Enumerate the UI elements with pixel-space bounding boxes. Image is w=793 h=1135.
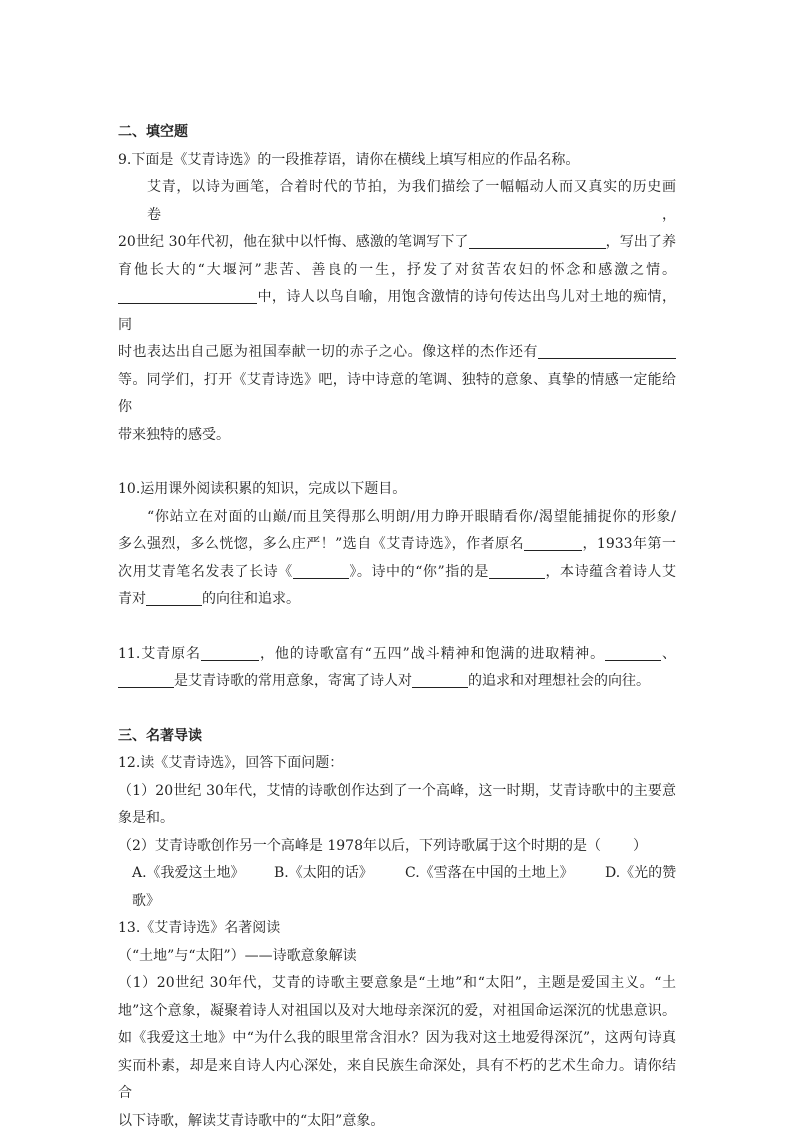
q13-line-4 — [118, 1053, 676, 1108]
q13-stem: 13.《艾青诗选》名著阅读 — [118, 915, 676, 943]
q9-text: 艾青，以诗为画笔，合着时代的节拍，为我们描绘了一幅幅动人而又真实的历史画卷， — [147, 179, 676, 223]
spacer — [118, 449, 676, 476]
q9-line-6 — [118, 367, 676, 422]
q12-option-d-wrap: 歌》 — [118, 888, 676, 916]
q9-text: 育他长大的“大堰河”悲苦、善良的一生，抒发了对贫苦农妇的怀念和感激之情。 — [118, 262, 676, 278]
q13-subtitle: （“土地”与“太阳”）——诗歌意象解读 — [118, 943, 676, 971]
q10-text: 青对 — [118, 591, 146, 607]
answer-blank[interactable] — [605, 644, 661, 661]
q9-line-2 — [118, 229, 676, 257]
q10-text: ，本诗蕴含着诗人艾 — [545, 564, 676, 580]
answer-blank[interactable] — [412, 671, 468, 688]
q13-text: （1）20世纪 30年代，艾青的诗歌主要意象是“土地”和“太阳”，主题是爱国主义。“土 — [118, 975, 676, 991]
q13-line-2 — [118, 998, 676, 1026]
q11-text: ，他的诗歌富有“五四”战斗精神和饱满的进取精神。 — [259, 646, 605, 662]
q9-line-4 — [118, 284, 676, 339]
q9-text: 等。同学们，打开《艾青诗选》吧，诗中诗意的笔调、独特的意象、真挚的情感一定能给你 — [118, 372, 676, 416]
q13-text: 实而朴素，却是来自诗人内心深处，来自民族生命深处，具有不朽的艺术生命力。请你结合 — [118, 1058, 676, 1102]
answer-blank[interactable] — [118, 671, 174, 688]
q13-text: 地”这个意象，凝聚着诗人对祖国以及对大地母亲深沉的爱，对祖国命运深沉的忧患意识。 — [118, 1003, 676, 1019]
q10-line-3 — [118, 559, 676, 587]
q13-text: 如《我爱这土地》中“为什么我的眼里常含泪水？因为我对这土地爱得深沉”，这两句诗真 — [118, 1030, 676, 1046]
option-a[interactable]: A.《我爱这土地》 — [132, 860, 274, 888]
document-content — [118, 119, 676, 1135]
q9-line-7: 带来独特的感受。 — [118, 422, 676, 450]
q12-sub1-line-1 — [118, 778, 676, 806]
option-b[interactable]: B.《太阳的话》 — [274, 860, 405, 888]
spacer — [118, 696, 676, 723]
q12-stem: 12.读《艾青诗选》，回答下面问题： — [118, 750, 676, 778]
q10-line-2 — [118, 531, 676, 559]
option-d[interactable]: D.《光的赞 — [605, 860, 676, 888]
answer-blank[interactable] — [146, 589, 202, 606]
q9-text: 中，诗人以鸟自喻，用饱含激情的诗句传达出鸟儿对土地的痴情，同 — [118, 289, 676, 333]
answer-blank[interactable] — [201, 644, 259, 661]
q10-text: 》。诗中的“你”指的是 — [349, 564, 489, 580]
q12-options — [118, 860, 676, 888]
q10-text: 的向往和追求。 — [202, 591, 300, 607]
q10-text: 多么强烈，多么恍惚，多么庄严！”选自《艾青诗选》，作者原名 — [118, 536, 524, 552]
q12-text: ） — [633, 838, 647, 854]
q10-text: 次用艾青笔名发表了长诗《 — [118, 564, 293, 580]
answer-blank[interactable] — [538, 342, 676, 359]
answer-blank[interactable] — [524, 534, 582, 551]
q11-text: 的追求和对理想社会的向往。 — [468, 673, 650, 689]
q9-text: 20世纪 30年代初，他在狱中以忏悔、感激的笔调写下了 — [118, 234, 469, 250]
q9-line-5 — [118, 339, 676, 367]
q12-text: （1）20世纪 30年代，艾情的诗歌创作达到了一个高峰，这一时期，艾青诗歌中的主要意 — [118, 783, 676, 799]
answer-blank[interactable] — [293, 562, 349, 579]
q10-line-1 — [118, 504, 676, 532]
spacer — [118, 614, 676, 641]
q10-text: ，1933年第一 — [582, 536, 676, 552]
q13-line-3 — [118, 1025, 676, 1053]
q11-text: 、 — [661, 646, 676, 662]
q10-line-4 — [118, 586, 676, 614]
q9-line-3 — [118, 257, 676, 285]
q11-line-2 — [118, 668, 676, 696]
q9-stem: 9.下面是《艾青诗选》的一段推荐语，请你在横线上填写相应的作品名称。 — [118, 147, 676, 175]
q9-text: ，写出了养 — [606, 234, 677, 250]
option-c[interactable]: C.《雪落在中国的土地上》 — [405, 860, 605, 888]
section-title-reading-guide: 三、名著导读 — [118, 723, 676, 751]
q11-text: 是艾青诗歌的常用意象，寄寓了诗人对 — [174, 673, 412, 689]
q11-line-1 — [118, 641, 676, 669]
q10-text: “你站立在对面的山巅/而且笑得那么明朗/用力睁开眼睛看你/渴望能捕捉你的形象/ — [147, 509, 676, 525]
q13-line-5: 以下诗歌，解读艾青诗歌中的“太阳”意象。 — [118, 1108, 676, 1135]
q9-line-1 — [118, 174, 676, 229]
q13-line-1 — [118, 970, 676, 998]
q9-text: 时也表达出自己愿为祖国奉献一切的赤子之心。像这样的杰作还有 — [118, 344, 538, 360]
q12-sub2 — [118, 833, 676, 861]
q12-text: （2）艾青诗歌创作另一个高峰是 1978年以后，下列诗歌属于这个时期的是（ — [118, 838, 601, 854]
answer-blank[interactable] — [469, 232, 606, 249]
answer-blank[interactable] — [118, 287, 257, 304]
q12-sub1-line-2: 象是和。 — [118, 805, 676, 833]
q10-stem: 10.运用课外阅读积累的知识，完成以下题目。 — [118, 476, 676, 504]
answer-blank[interactable] — [489, 562, 545, 579]
section-title-fill-blank: 二、填空题 — [118, 119, 676, 147]
q11-text: 11.艾青原名 — [118, 646, 201, 662]
